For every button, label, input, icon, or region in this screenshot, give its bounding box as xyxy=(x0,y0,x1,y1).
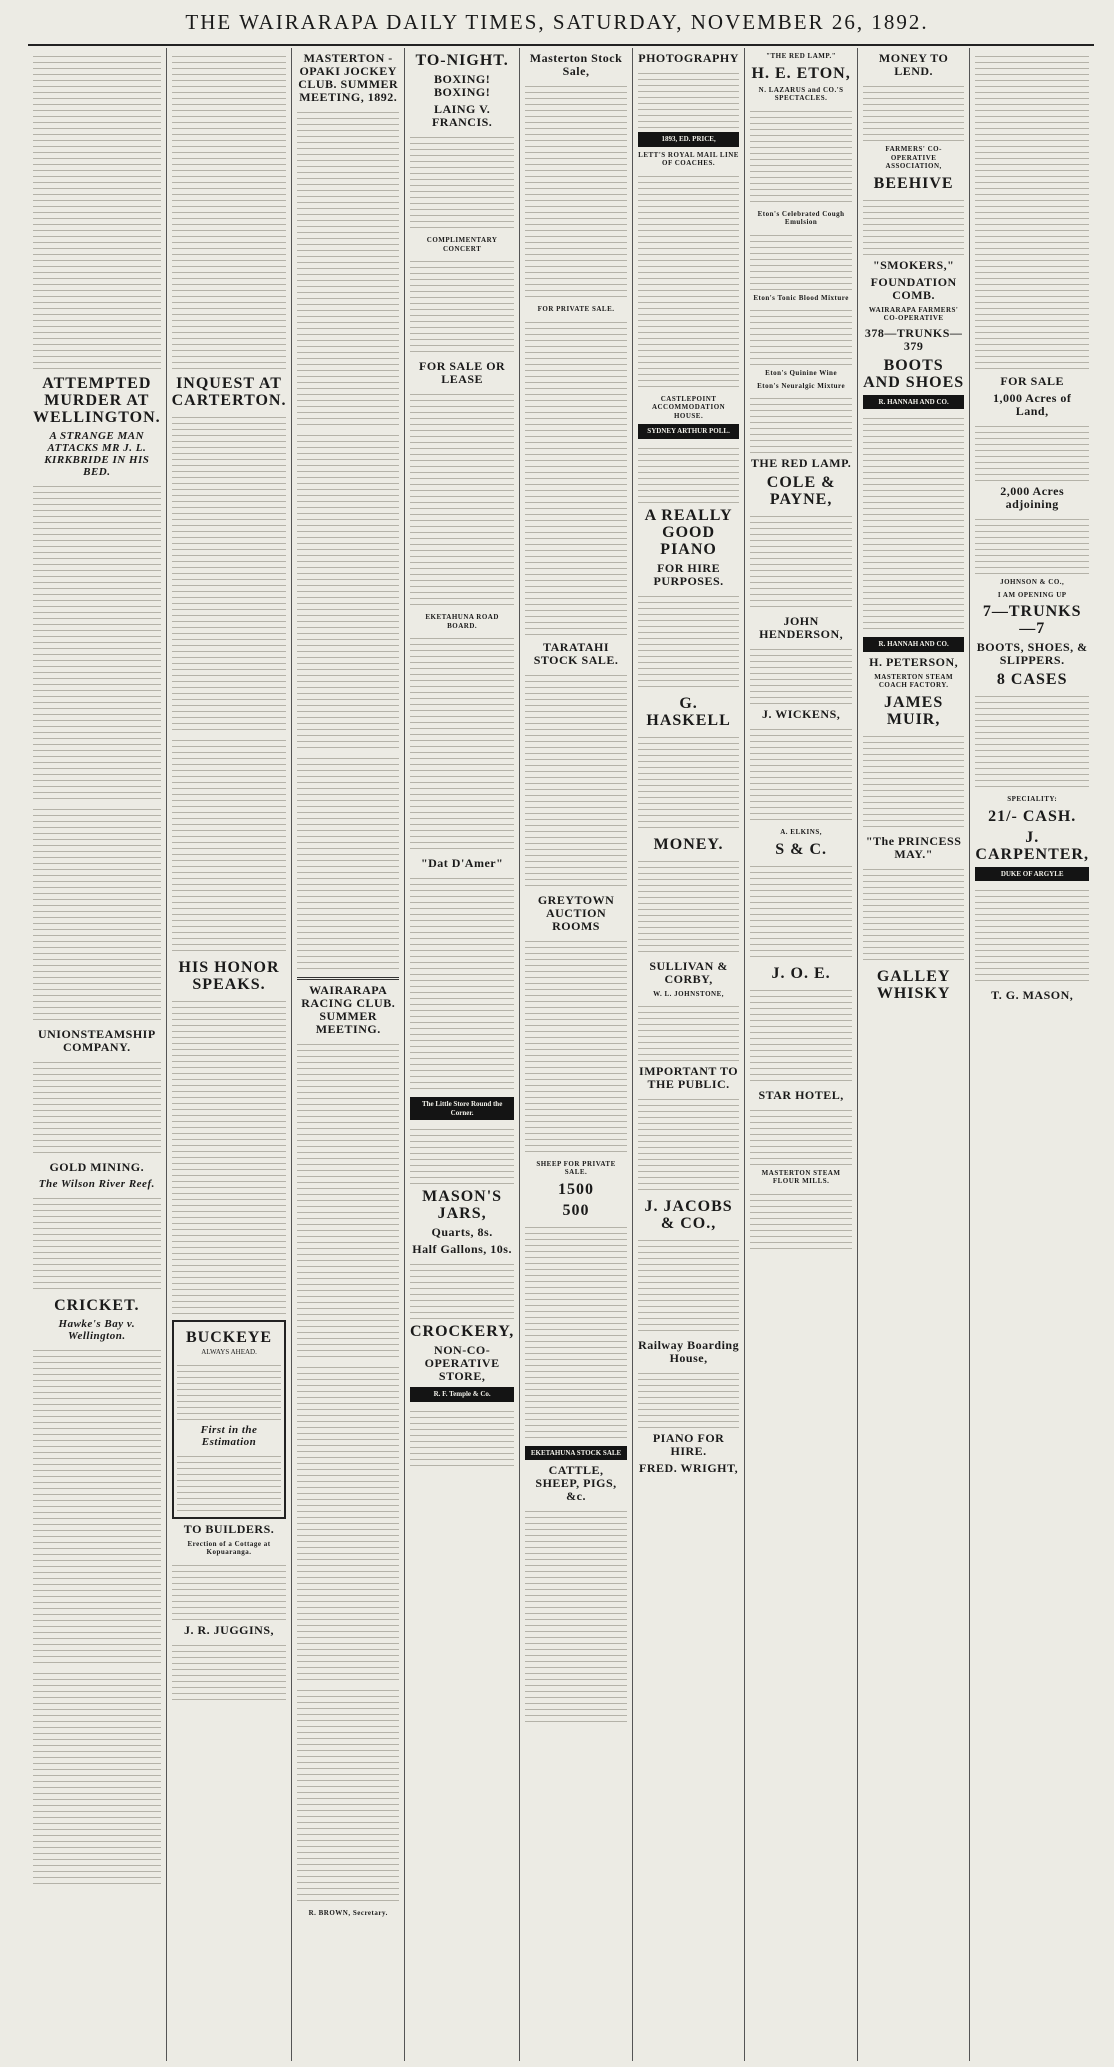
advert-text xyxy=(975,421,1089,481)
price-banner: 1893, ED. PRICE, xyxy=(638,132,740,147)
news-text xyxy=(172,735,287,955)
opening-heading: I AM OPENING UP xyxy=(997,590,1067,599)
news-text xyxy=(33,1668,161,1888)
advert-text xyxy=(638,856,740,956)
advert-text xyxy=(410,1259,514,1319)
advert-text xyxy=(172,1560,287,1620)
advert-text xyxy=(750,305,852,365)
little-store-banner: The Little Store Round the Corner. xyxy=(410,1097,514,1120)
castlepoint-heading: CASTLEPOINT ACCOMMODATION HOUSE. xyxy=(651,394,726,420)
advert-text xyxy=(975,691,1089,791)
masthead-title: THE WAIRARAPA DAILY TIMES, SATURDAY, NOVEMBER 26, 1892. xyxy=(185,10,929,34)
attempted-murder-subheading: A STRANGE MAN ATTACKS MR J. L. KIRKBRIDE IN HIS BED. xyxy=(44,430,150,478)
johnstone-heading: W. L. JOHNSTONE, xyxy=(653,989,724,998)
advert-text xyxy=(410,389,514,609)
johnson-heading: JOHNSON & CO., xyxy=(1000,578,1065,586)
secretary-signature: R. BROWN, Secretary. xyxy=(308,1909,388,1917)
money-heading: MONEY. xyxy=(653,835,724,853)
column-8 xyxy=(858,48,971,2061)
advert-text xyxy=(750,724,852,824)
advert-text xyxy=(177,1360,282,1420)
dat-damer-heading: "Dat D'Amer" xyxy=(420,856,504,870)
cough-heading: Eton's Celebrated Cough Emulsion xyxy=(757,209,845,226)
sheep-1500: 1500 xyxy=(558,1180,595,1198)
jacobs-heading: J. JACOBS & CO., xyxy=(644,1198,733,1232)
advert-text xyxy=(638,1001,740,1061)
photography-heading: PHOTOGRAPHY xyxy=(638,51,739,65)
galley-whisky-heading: GALLEY WHISKY xyxy=(876,967,951,1002)
advert-text xyxy=(410,1406,514,1466)
advert-text xyxy=(525,936,627,1156)
eketahuna-banner: EKETAHUNA STOCK SALE xyxy=(525,1446,627,1461)
news-text xyxy=(172,51,287,371)
haskell-heading: G. HASKELL xyxy=(646,694,731,729)
hannah-banner-2: R. HANNAH AND CO. xyxy=(863,637,965,652)
advert-text xyxy=(975,51,1089,371)
advert-text xyxy=(297,1039,399,1359)
red-lamp-heading: "THE RED LAMP." xyxy=(766,52,837,60)
wright-heading: FRED. WRIGHT, xyxy=(639,1461,739,1475)
star-hotel-heading: STAR HOTEL, xyxy=(758,1087,844,1102)
eton-heading: H. E. ETON, xyxy=(751,64,851,82)
advert-text xyxy=(410,873,514,1093)
his-honor-heading: HIS HONOR SPEAKS. xyxy=(178,959,280,993)
advert-text xyxy=(177,1451,282,1511)
piano-hire-heading: PIANO FOR HIRE. xyxy=(652,1431,725,1458)
attempted-murder-heading: ATTEMPTED MURDER AT WELLINGTON. xyxy=(33,375,161,426)
advert-text xyxy=(525,670,627,890)
advert-text xyxy=(297,1362,399,1682)
news-text xyxy=(33,804,161,1024)
column-5 xyxy=(520,48,633,2061)
advert-text xyxy=(975,885,1089,985)
sydney-poll-banner: SYDNEY ARTHUR POLL. xyxy=(638,424,740,439)
money-lend-heading: MONEY TO LEND. xyxy=(878,51,949,78)
elkins-heading: A. ELKINS, xyxy=(780,828,822,836)
boots-shoes-heading: BOOTS AND SHOES xyxy=(863,356,965,391)
advert-text xyxy=(638,171,740,391)
advert-text xyxy=(750,106,852,206)
trunks-7-heading: 7—TRUNKS—7 xyxy=(982,603,1082,637)
hire-purposes-heading: FOR HIRE PURPOSES. xyxy=(653,560,724,588)
advert-text xyxy=(172,1640,287,1700)
buckeye-advert xyxy=(172,1320,287,1519)
advert-text xyxy=(638,1368,740,1428)
trunks-heading: 378—TRUNKS—379 xyxy=(864,325,963,353)
lett-coaches-heading: LETT'S ROYAL MAIL LINE OF COACHES. xyxy=(638,150,739,167)
advert-text xyxy=(297,753,399,973)
advert-text xyxy=(297,430,399,750)
advert-text xyxy=(638,443,740,503)
foundation-heading: FOUNDATION COMB. xyxy=(870,274,957,302)
beehive-heading: BEEHIVE xyxy=(873,174,954,192)
gold-mining-heading: GOLD MINING. xyxy=(49,1160,145,1174)
cottage-heading: Erection of a Cottage at Kopuaranga. xyxy=(187,1539,271,1556)
advert-text xyxy=(750,230,852,290)
advert-text xyxy=(525,81,627,301)
flour-mills-heading: MASTERTON STEAM FLOUR MILLS. xyxy=(761,1168,841,1185)
road-board-heading: EKETAHUNA ROAD BOARD. xyxy=(425,613,499,630)
news-text xyxy=(33,51,161,371)
wickens-heading: J. WICKENS, xyxy=(761,707,841,721)
speciality-heading: SPECIALITY: xyxy=(1007,795,1058,803)
joe-heading: J. O. E. xyxy=(771,964,831,982)
news-text xyxy=(172,996,287,1316)
spectacles-heading: N. LAZARUS and CO.'S SPECTACLES. xyxy=(758,85,844,102)
greytown-heading: GREYTOWN AUCTION ROOMS xyxy=(537,892,615,933)
builders-heading: TO BUILDERS. xyxy=(183,1521,275,1536)
half-gallons-price: Half Gallons, 10s. xyxy=(412,1242,512,1256)
column-4 xyxy=(405,48,520,2061)
buckeye-title: BUCKEYE xyxy=(185,1329,273,1346)
sullivan-corby-heading: SULLIVAN & CORBY, xyxy=(649,958,728,986)
advert-text xyxy=(863,413,965,633)
concert-heading: COMPLIMENTARY CONCERT xyxy=(426,236,498,253)
advert-text xyxy=(750,1189,852,1249)
advert-text xyxy=(410,633,514,853)
buckeye-subtitle: ALWAYS AHEAD. xyxy=(201,1348,257,1356)
news-text xyxy=(33,1345,161,1665)
henderson-heading: JOHN HENDERSON, xyxy=(759,614,844,641)
advert-text xyxy=(410,132,514,232)
steam-coach-heading: MASTERTON STEAM COACH FACTORY. xyxy=(874,672,954,689)
carpenter-heading: J. CARPENTER, xyxy=(975,828,1089,863)
divider xyxy=(297,977,399,980)
masthead-rule xyxy=(28,44,1094,46)
jockey-club-heading: MASTERTON - OPAKI JOCKEY CLUB. SUMMER MEETING, 1892. xyxy=(298,51,399,104)
advert-text xyxy=(750,393,852,453)
cole-payne-heading: COLE & PAYNE, xyxy=(766,474,836,508)
advert-text xyxy=(638,1094,740,1194)
sheep-500: 500 xyxy=(562,1201,590,1219)
advert-text xyxy=(638,1235,740,1335)
important-heading: IMPORTANT TO THE PUBLIC. xyxy=(639,1064,739,1091)
boxing-heading: BOXING! BOXING! xyxy=(434,72,491,99)
advert-text xyxy=(863,81,965,141)
advert-text xyxy=(750,644,852,704)
columns xyxy=(28,48,1094,2061)
news-text xyxy=(172,412,287,732)
sc-heading: S & C. xyxy=(775,840,827,858)
advert-text xyxy=(410,256,514,356)
stock-sale-heading: Masterton Stock Sale, xyxy=(529,51,623,78)
sale-lease-heading: FOR SALE OR LEASE xyxy=(419,359,506,386)
cases-heading: 8 CASES xyxy=(996,671,1068,688)
advert-text xyxy=(750,511,852,611)
news-text xyxy=(33,481,161,801)
mason-heading: T. G. MASON, xyxy=(991,988,1074,1002)
cricket-heading: CRICKET. xyxy=(54,1297,140,1314)
juggins-heading: J. R. JUGGINS, xyxy=(184,1622,275,1637)
news-text xyxy=(33,1057,161,1157)
buckeye-estimation: First in the Estimation xyxy=(200,1423,258,1448)
farmers-2-heading: WAIRARAPA FARMERS' CO-OPERATIVE xyxy=(868,305,959,322)
quinine-heading: Eton's Quinine Wine xyxy=(765,369,838,377)
cash-heading: 21/- CASH. xyxy=(988,807,1077,825)
private-sale-heading: FOR PRIVATE SALE. xyxy=(537,305,615,313)
cricket-subheading: Hawke's Bay v. Wellington. xyxy=(58,1318,136,1342)
tonight-heading: TO-NIGHT. xyxy=(415,52,509,69)
advert-text xyxy=(525,1222,627,1442)
union-steamship-heading: UNIONSTEAMSHIP COMPANY. xyxy=(37,1027,156,1054)
peterson-heading: H. PETERSON, xyxy=(869,654,959,669)
laing-francis-heading: LAING V. FRANCIS. xyxy=(431,102,493,129)
princess-may-heading: "The PRINCESS MAY." xyxy=(865,833,962,861)
advert-text xyxy=(525,1506,627,1726)
neuralgic-heading: Eton's Neuralgic Mixture xyxy=(757,381,846,390)
crockery-heading: CROCKERY, xyxy=(409,1323,515,1340)
column-2 xyxy=(167,48,293,2061)
masthead xyxy=(0,0,1114,46)
advert-text xyxy=(297,107,399,427)
column-7 xyxy=(745,48,858,2061)
advert-text xyxy=(863,731,965,831)
acres-2-heading: 2,000 Acres adjoining xyxy=(1000,484,1065,511)
column-9 xyxy=(970,48,1094,2061)
hannah-banner: R. HANNAH AND CO. xyxy=(863,395,965,410)
advert-text xyxy=(750,1105,852,1165)
racing-club-heading: WAIRARAPA RACING CLUB. SUMMER MEETING. xyxy=(301,983,396,1036)
boots-slippers-heading: BOOTS, SHOES, & SLIPPERS. xyxy=(976,640,1088,667)
gold-mining-subheading: The Wilson River Reef. xyxy=(38,1178,155,1190)
tonic-heading: Eton's Tonic Blood Mixture xyxy=(753,293,849,302)
advert-text xyxy=(638,732,740,832)
advert-text xyxy=(297,1685,399,1905)
cattle-heading: CATTLE, SHEEP, PIGS, &c. xyxy=(535,1463,617,1503)
for-sale-heading: FOR SALE xyxy=(1000,374,1065,388)
farmers-heading: FARMERS' CO-OPERATIVE ASSOCIATION, xyxy=(885,145,942,170)
advert-text xyxy=(410,1124,514,1184)
temple-banner: R. F. Temple & Co. xyxy=(410,1387,514,1402)
mason-jars-heading: MASON'S JARS, xyxy=(422,1188,503,1222)
railway-heading: Railway Boarding House, xyxy=(638,1338,740,1365)
advert-text xyxy=(975,514,1089,574)
taratahi-heading: TARATAHI STOCK SALE. xyxy=(533,639,619,667)
advert-text xyxy=(750,985,852,1085)
news-text xyxy=(33,1193,161,1293)
advert-text xyxy=(863,864,965,964)
column-1 xyxy=(28,48,167,2061)
advert-text xyxy=(525,317,627,637)
column-3 xyxy=(292,48,405,2061)
advert-text xyxy=(638,591,740,691)
advert-text xyxy=(863,195,965,255)
advert-text xyxy=(638,68,740,128)
muir-heading: JAMES MUIR, xyxy=(884,693,944,728)
quarts-price: Quarts, 8s. xyxy=(431,1225,493,1239)
red-lamp-2-heading: THE RED LAMP. xyxy=(750,456,852,470)
noncoop-heading: NON-CO-OPERATIVE STORE, xyxy=(424,1343,500,1383)
inquest-heading: INQUEST AT CARTERTON. xyxy=(171,375,287,409)
column-6 xyxy=(633,48,746,2061)
advert-text xyxy=(750,861,852,961)
acres-heading: 1,000 Acres of Land, xyxy=(992,391,1072,418)
sheep-heading: SHEEP FOR PRIVATE SALE. xyxy=(536,1159,616,1176)
good-piano-heading: A REALLY GOOD PIANO xyxy=(644,506,733,558)
smokers-heading: "SMOKERS," xyxy=(872,257,955,272)
duke-banner: DUKE OF ARGYLE xyxy=(975,867,1089,882)
